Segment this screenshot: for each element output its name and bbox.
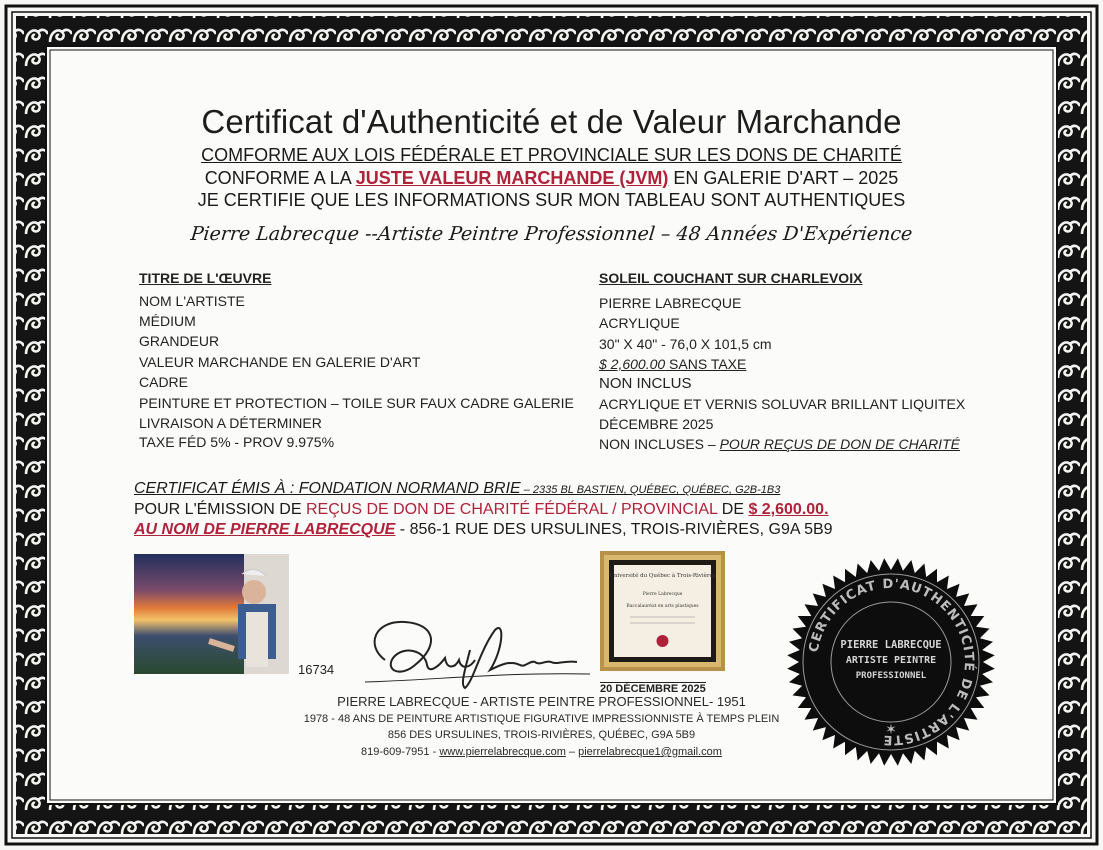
fair-market-value-line: CONFORME A LA JUSTE VALEUR MARCHANDE (JVM) EN GALERIE D'ART – 2025 — [204, 168, 899, 188]
purpose-line: POUR L'ÉMISSION DE REÇUS DE DON DE CHARITÉ FÉDÉRAL / PROVINCIAL DE $ 2,600.00. — [134, 501, 829, 518]
field-value-tax: NON INCLUSES – POUR REÇUS DE DON DE CHARITÉ — [599, 436, 960, 452]
field-label-artist: NOM L'ARTISTE — [139, 293, 245, 309]
certificate-title: Certificat d'Authenticité et de Valeur Marchande — [201, 103, 902, 140]
signature-date: 20 DÉCEMBRE 2025 — [600, 683, 706, 695]
field-label-paint-protection: PEINTURE ET PROTECTION – TOILE SUR FAUX CADRE GALERIE — [139, 395, 574, 411]
field-label-size: GRANDEUR — [139, 333, 220, 349]
svg-text:Pierre Labrecque: Pierre Labrecque — [642, 592, 683, 597]
svg-text:ARTISTE PEINTRE: ARTISTE PEINTRE — [845, 655, 937, 666]
svg-text:✶: ✶ — [885, 721, 897, 737]
field-label-tax: TAXE FÉD 5% - PROV 9.975% — [139, 434, 335, 450]
issued-to-line: CERTIFICAT ÉMIS À : FONDATION NORMAND BRIE – 2335 BL BASTIEN, QUÉBEC, QUÉBEC, G2B-1B3 — [134, 480, 781, 497]
field-value-medium: ACRYLIQUE — [599, 315, 680, 331]
website-link[interactable]: www.pierrelabrecque.com — [439, 746, 566, 758]
svg-text:Baccalauréat en arts plastique: Baccalauréat en arts plastiques — [626, 604, 699, 609]
footer-contact-line: 819-609-7951 - www.pierrelabrecque.com – pierrelabrecque1@gmail.com — [361, 746, 722, 758]
email-link[interactable]: pierrelabrecque1@gmail.com — [578, 746, 722, 758]
field-value-artist: PIERRE LABRECQUE — [599, 295, 742, 311]
field-label-medium: MÉDIUM — [139, 313, 196, 329]
field-label-frame: CADRE — [139, 374, 189, 390]
field-value-delivery: DÉCEMBRE 2025 — [599, 416, 714, 432]
footer-artist-line: PIERRE LABRECQUE - ARTISTE PEINTRE PROFESSIONNEL- 1951 — [337, 694, 746, 709]
artist-signature — [355, 610, 595, 695]
svg-text:PROFESSIONNEL: PROFESSIONNEL — [855, 671, 927, 681]
serial-number: 16734 — [298, 662, 335, 677]
authenticity-statement: JE CERTIFIE QUE LES INFORMATIONS SUR MON TABLEAU SONT AUTHENTIQUES — [197, 190, 906, 210]
svg-text:PIERRE LABRECQUE: PIERRE LABRECQUE — [840, 639, 942, 651]
field-value-market-value: $ 2,600.00 SANS TAXE — [599, 356, 747, 372]
field-value-frame: NON INCLUS — [599, 375, 692, 392]
field-label-market-value: VALEUR MARCHANDE EN GALERIE D'ART — [139, 354, 421, 370]
footer-career-line: 1978 - 48 ANS DE PEINTURE ARTISTIQUE FIGURATIVE IMPRESSIONNISTE À TEMPS PLEIN — [303, 713, 780, 725]
field-label-delivery: LIVRAISON A DÉTERMINER — [139, 415, 322, 431]
field-value-size: 30" X 40" - 76,0 X 101,5 cm — [599, 336, 772, 352]
svg-text:CERTIFICAT D'AUTHENTICITÉ DE L: CERTIFICAT D'AUTHENTICITÉ DE L'ARTISTE — [806, 576, 977, 748]
framed-diploma — [600, 551, 725, 671]
svg-text:Université du Québec à Trois-R: Université du Québec à Trois-Rivières — [609, 573, 716, 579]
field-value-paint-protection: ACRYLIQUE ET VERNIS SOLUVAR BRILLANT LIQUITEX — [599, 396, 966, 412]
artist-photo — [134, 554, 289, 674]
footer-address-line: 856 DES URSULINES, TROIS-RIVIÈRES, QUÉBEC, G9A 5B9 — [387, 729, 696, 741]
authenticity-seal — [785, 556, 997, 768]
legal-compliance-line: COMFORME AUX LOIS FÉDÉRALE ET PROVINCIALE SUR LES DONS DE CHARITÉ — [201, 145, 902, 165]
phone-number: 819-609-7951 - — [361, 746, 440, 758]
artwork-title-value: SOLEIL COUCHANT SUR CHARLEVOIX — [599, 270, 863, 286]
beneficiary-line: AU NOM DE PIERRE LABRECQUE - 856-1 RUE DES URSULINES, TROIS-RIVIÈRES, G9A 5B9 — [134, 521, 833, 538]
artist-script-line: Pierre Labrecque --Artiste Peintre Professionnel – 48 Années D'Expérience — [189, 223, 914, 245]
artwork-title-label: TITRE DE L'ŒUVRE — [139, 270, 272, 286]
